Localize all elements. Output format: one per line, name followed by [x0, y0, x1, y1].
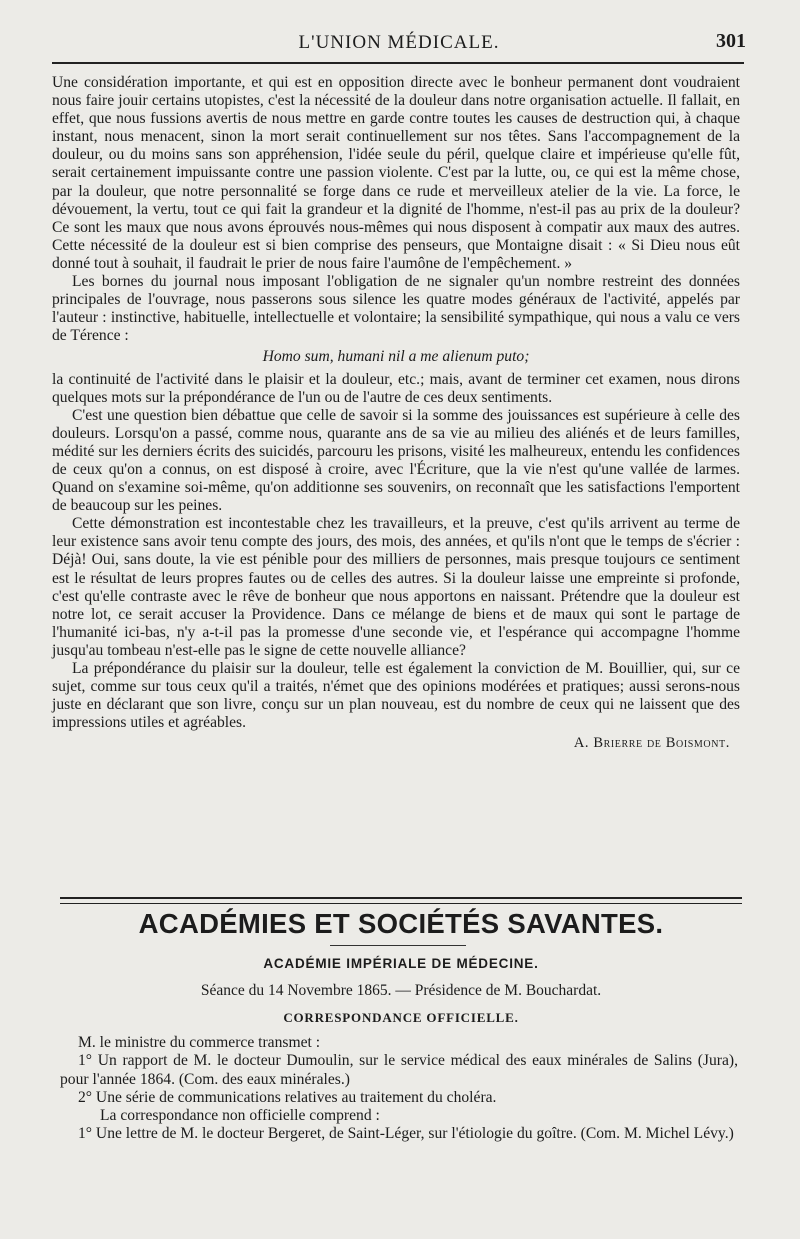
author-signature: A. Brierre de Boismont. [573, 735, 730, 752]
list-item: 1° Un rapport de M. le docteur Dumoulin, sur le service médical des eaux minérales de Salins (Jura), pour l'année 1864. (Com. des eaux minérales.) [60, 1052, 738, 1088]
section-title: ACADÉMIES ET SOCIÉTÉS SAVANTES. [138, 908, 664, 939]
list-item: 2° Une série de communications relatives au traitement du choléra. [78, 1088, 497, 1106]
running-head [52, 32, 746, 62]
seance-line: Séance du 14 Novembre 1865. — Présidence de M. Bouchardat. [200, 982, 602, 999]
paragraph: Une considération importante, et qui est en opposition directe avec le bonheur permanent dont voudraient nous faire jouir certains utopistes, c'est la nécessité de la douleur dans notre organisation actuelle. Il fallait, en effet, que nous fussions avertis de nous mettre en garde contre toutes les causes de destruction qui, à chaque instant, nous menacent, sinon la mort serait continuellement sur nos têtes. Sans l'accompagnement de la douleur, ou du moins sans son appréhension, l'idée seule du péril, quelque claire et impérieuse qu'elle fût, serait certainement impuissante contre une passion violente. C'est par la lutte, ou, ce qui est la même chose, par la douleur, que notre personnalité se forge dans ce rude et merveilleux atelier de la vie. La force, le dévouement, la vertu, tout ce qui fait la grandeur et la dignité de l'homme, n'est-il pas au prix de la douleur? Ce sont les maux que nous avons éprouvés nous-mêmes qui nous disposent à compatir aux maux des autres. Cette nécessité de la douleur est si bien comprise des penseurs, que Montaigne disait : « Si Dieu nous eût donné tout à souhait, il faudrait le prier de nous faire l'aumône de l'empêchement. » [52, 74, 740, 272]
paragraph: C'est une question bien débattue que celle de savoir si la somme des jouissances est supérieure à celle des douleurs. Lorsqu'on a passé, comme nous, quarante ans de sa vie au milieu des aliénés et de leurs familles, médité sur les derniers écrits des suicidés, parcouru les prisons, visité les malheureux, entendu les confidences de ceux qu'on a connus, on est disposé à croire, avec l'Écriture, que la vie n'est qu'une vallée de larmes. Quand on s'examine soi-même, qu'on additionne ses souvenirs, on reconnaît que les satisfactions l'emportent de beaucoup sur les peines. [52, 406, 740, 515]
section-title-rule [330, 945, 466, 946]
correspondence-body [60, 1034, 738, 1144]
latin-quote: Homo sum, humani nil a me alienum puto; [262, 348, 530, 366]
section-divider [60, 897, 742, 904]
paragraph: M. le ministre du commerce transmet : [78, 1034, 321, 1051]
paragraph: Les bornes du journal nous imposant l'obligation de ne signaler qu'un nombre restreint des données principales de l'ouvrage, nous passerons sous silence les quatre modes généraux de l'activité, appelés par l'auteur : instinctive, habituelle, intellectuelle et volontaire; la sensibilité sympathique, qui nous a valu ce vers de Térence : [52, 273, 740, 345]
list-item: 1° Une lettre de M. le docteur Bergeret, de Saint-Léger, sur l'étiologie du goître. (Com. M. Michel Lévy.) [78, 1125, 734, 1143]
article-body [52, 74, 740, 752]
header-rule [52, 62, 744, 64]
page-number: 301 [716, 30, 746, 52]
correspondence-heading: CORRESPONDANCE OFFICIELLE. [283, 1010, 519, 1025]
paragraph: La correspondance non officielle comprend : [100, 1107, 380, 1125]
paragraph: La prépondérance du plaisir sur la douleur, telle est également la conviction de M. Bouillier, qui, sur ce sujet, comme sur tous ceux qu'il a traités, n'émet que des opinions modérées et pratiques; aussi serons-nous juste en déclarant que son livre, conçu sur un plan nouveau, est du nombre de ceux qui ne laissent que des impressions utiles et agréables. [52, 660, 740, 732]
running-title: L'UNION MÉDICALE. [298, 32, 500, 53]
paragraph: Cette démonstration est incontestable chez les travailleurs, et la preuve, c'est qu'ils arrivent au terme de leur existence sans avoir tenu compte des jours, des mois, des années, et qu'ils n'ont que le temps de s'écrier : Déjà! Oui, sans doute, la vie est pénible pour des milliers de personnes, mais presque toujours ce sentiment est le résultat de leurs propres fautes ou de celles des autres. Si la douleur laisse une empreinte si profonde, c'est qu'elle contraste avec le rêve de bonheur que nous apportons en naissant. Prétendre que la douleur est notre lot, ce serait accuser la Providence. Dans ce mélange de biens et de maux qui sont le partage de l'humanité ici-bas, n'y a-t-il pas la promesse d'une seconde vie, et l'espérance qui accompagne l'homme jusqu'au tombeau n'est-elle pas le signe de cette nouvelle alliance? [52, 515, 740, 659]
academy-heading: ACADÉMIE IMPÉRIALE DE MÉDECINE. [263, 956, 539, 971]
paragraph: la continuité de l'activité dans le plaisir et la douleur, etc.; mais, avant de terminer cet examen, nous dirons quelques mots sur la prépondérance de l'un ou de l'autre de ces deux sentiments. [52, 370, 740, 406]
